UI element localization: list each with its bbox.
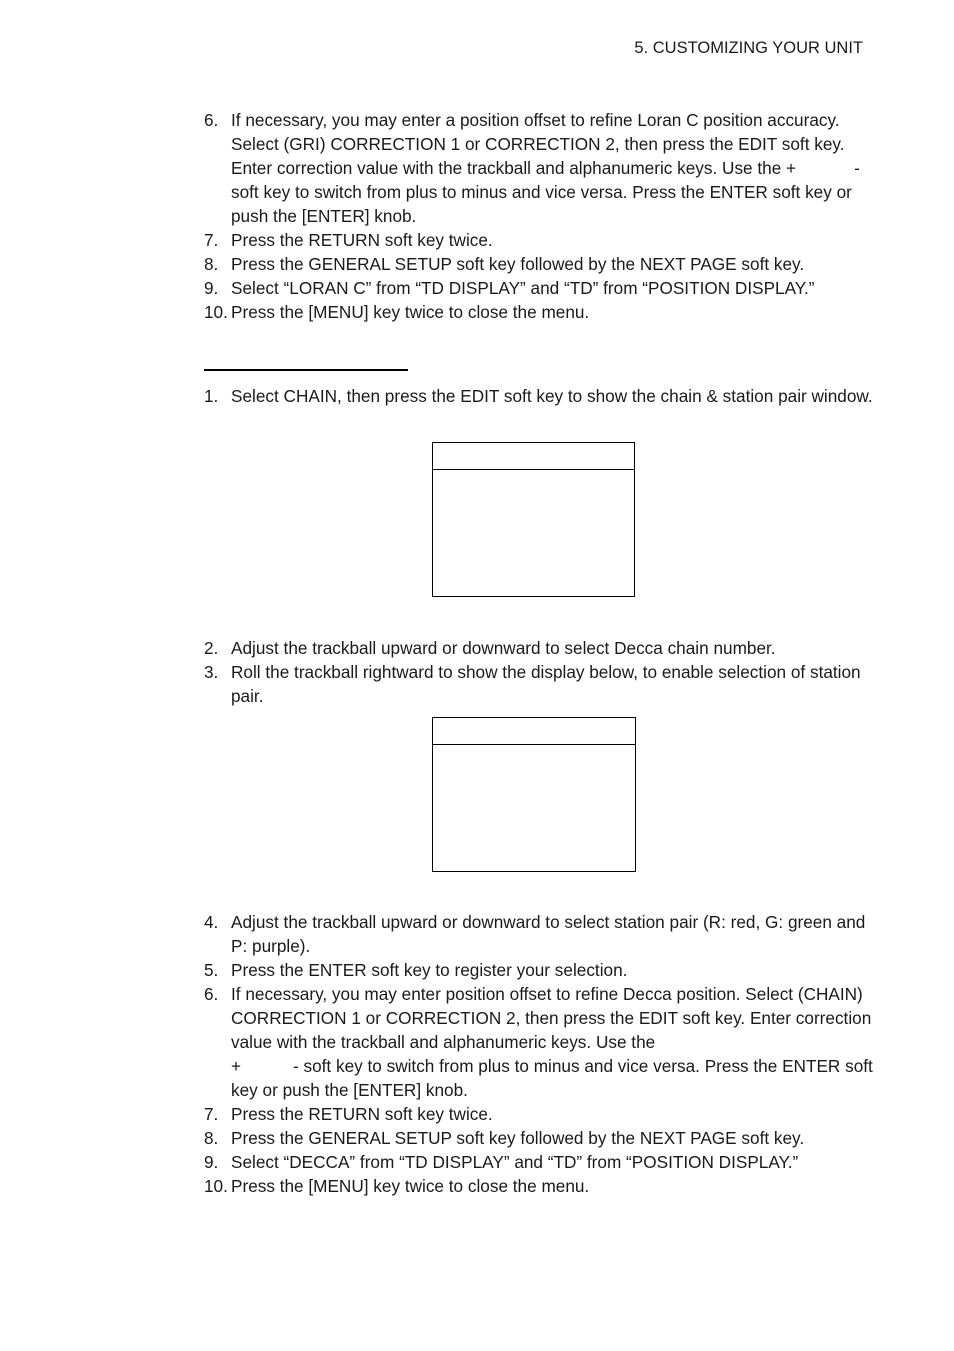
step-number: 8. <box>204 1128 219 1148</box>
list-item <box>204 1102 874 1126</box>
step-text: Select CHAIN, then press the EDIT soft key to show the chain & station pair window. <box>231 386 873 406</box>
step-number: 5. <box>204 960 219 980</box>
list-item <box>204 1150 874 1174</box>
step-text: If necessary, you may enter a position offset to refine Loran C position accuracy. Select (GRI) CORRECTION 1 or CORRECTION 2, then press the EDIT soft key. Enter correction value with the trackball and alphanumeric keys. Use the + <box>231 110 845 178</box>
loran-steps-list <box>204 108 874 324</box>
step-text: If necessary, you may enter position offset to refine Decca position. Select (CHAIN) CORRECTION 1 or CORRECTION 2, then press the EDIT soft key. Enter correction value with the trackball and alphanumeric keys. Use the <box>231 984 872 1052</box>
list-item <box>204 228 874 252</box>
section-heading-underline <box>204 369 408 371</box>
step-text: Press the GENERAL SETUP soft key followed by the NEXT PAGE soft key. <box>231 1128 805 1148</box>
step-number: 7. <box>204 230 219 250</box>
list-item <box>204 636 874 660</box>
window-title-bar <box>433 443 634 470</box>
step-text: Select “LORAN C” from “TD DISPLAY” and “TD” from “POSITION DISPLAY.” <box>231 278 815 298</box>
list-item <box>204 1174 874 1198</box>
list-item <box>204 276 874 300</box>
step-text: Press the GENERAL SETUP soft key followed by the NEXT PAGE soft key. <box>231 254 805 274</box>
step-number: 8. <box>204 254 219 274</box>
list-item <box>204 910 874 958</box>
running-header: 5. CUSTOMIZING YOUR UNIT <box>634 39 863 57</box>
step-text: Press the ENTER soft key to register your selection. <box>231 960 628 980</box>
list-item <box>204 1126 874 1150</box>
step-number: 4. <box>204 912 219 932</box>
station-pair-window <box>432 717 636 872</box>
step-text: Select “DECCA” from “TD DISPLAY” and “TD” from “POSITION DISPLAY.” <box>231 1152 799 1172</box>
step-text: Adjust the trackball upward or downward to select station pair (R: red, G: green and P: purple). <box>231 912 866 956</box>
step-number: 10. <box>204 1176 228 1196</box>
step-number: 9. <box>204 1152 219 1172</box>
decca-steps-list-2 <box>204 636 874 708</box>
chain-station-pair-window <box>432 442 635 597</box>
list-item <box>204 958 874 982</box>
list-item <box>204 660 874 708</box>
step-text: Roll the trackball rightward to show the display below, to enable selection of station pair. <box>231 662 861 706</box>
list-item <box>204 300 874 324</box>
step-text: Press the [MENU] key twice to close the menu. <box>231 1176 590 1196</box>
list-item <box>204 982 874 1102</box>
step-text: Press the RETURN soft key twice. <box>231 230 493 250</box>
step-number: 2. <box>204 638 219 658</box>
step-text: Press the RETURN soft key twice. <box>231 1104 493 1124</box>
list-item <box>204 108 874 228</box>
step-number: 7. <box>204 1104 219 1124</box>
list-item <box>204 384 874 408</box>
step-number: 6. <box>204 984 219 1004</box>
window-title-bar <box>433 718 635 745</box>
step-text-continued: - soft key to switch from plus to minus and vice versa. Press the ENTER soft key or push the [ENTER] knob. <box>231 1056 873 1100</box>
step-text: Press the [MENU] key twice to close the menu. <box>231 302 590 322</box>
step-number: 6. <box>204 110 219 130</box>
step-number: 9. <box>204 278 219 298</box>
decca-steps-list-3 <box>204 910 874 1198</box>
step-number: 1. <box>204 386 219 406</box>
step-number: 3. <box>204 662 219 682</box>
step-text: Adjust the trackball upward or downward to select Decca chain number. <box>231 638 776 658</box>
list-item <box>204 252 874 276</box>
step-number: 10. <box>204 302 228 322</box>
plus-sign: + <box>231 1056 242 1076</box>
step-text-continued: - soft key to switch from plus to minus and vice versa. Press the ENTER soft key or push the [ENTER] knob. <box>231 158 860 226</box>
decca-steps-list-1 <box>204 384 874 408</box>
